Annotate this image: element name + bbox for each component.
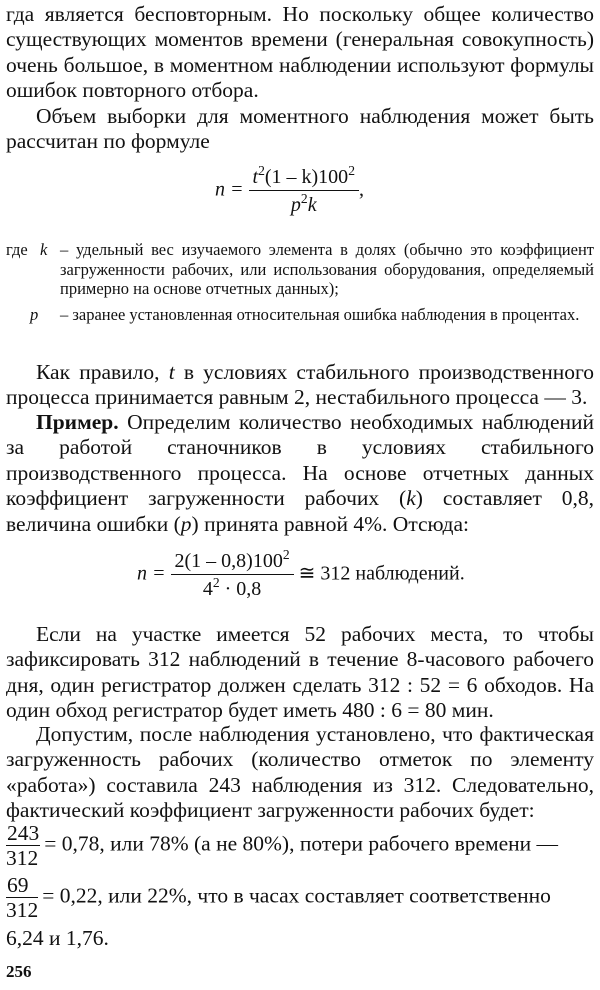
k-definition: – удельный вес изучаемого элемента в долях (обычно это коэффициент загруженности рабочих, или использования оборудования, определяемый примерно на основе отчетных данных);: [60, 240, 594, 298]
formula-denominator: $p^2k$: [290, 190, 317, 216]
formula2-lhs: n =: [137, 562, 166, 585]
paragraph-5: Допустим, после наблюдения установлено, что фактическая загруженность рабочих (количество отметок по элементу «работа») составила 243 наблюдения из 312. Следовательно, фактический коэффициент загруженности рабочих будет:: [6, 722, 594, 823]
formula2-denominator: $4^2 \cdot 0,8$: [202, 574, 262, 600]
formula-fraction: [249, 162, 359, 216]
p-definition: – заранее установленная относительная ошибка наблюдения в процентах.: [60, 305, 580, 324]
where-lead: где: [6, 240, 28, 259]
formula-numerator: $t^2(1 - k)100^2$: [249, 166, 359, 191]
formula2-numerator: $2(1 - 0,8)100^2$: [171, 550, 294, 575]
formula2-result: ≅ 312 наблюдений.: [298, 562, 465, 585]
fraction-243-312: $\frac{243}{312}$: [6, 821, 40, 870]
fraction-line-1: $\frac{243}{312}$ = 0,78, или 78% (а не 80%), потери рабочего времени —: [6, 821, 559, 870]
example-label: Пример.: [36, 410, 119, 434]
page-number: 256: [6, 962, 32, 981]
paragraph-1: гда является бесповторным. Но поскольку общее количество существующих моментов времени (генеральная совокупность) очень большое, в моментном наблюдении используют формулы ошибок повторного отбора.: [6, 2, 594, 103]
example-formula: [137, 546, 465, 600]
p-symbol: p: [30, 305, 39, 324]
k-symbol: k: [40, 240, 48, 259]
fraction-69-312: $\frac{69}{312}$: [6, 873, 39, 922]
sample-size-formula: n = $\frac{t^2(1 - k)100^2}{p^2k}$ ,: [215, 162, 364, 216]
paragraph-6: 6,24 и 1,76.: [6, 926, 109, 950]
example-paragraph: Пример. Определим количество необходимых наблюдений за работой станочников в условиях стабильного производственного процесса. На основе отчетных данных коэффициент загруженности рабочих (k) составляет 0,8, величина ошибки (p) принята равной 4%. Отсюда:: [6, 410, 595, 536]
fraction-line-2: $\frac{69}{312}$ = 0,22, или 22%, что в часах составляет соответственно: [6, 873, 551, 922]
formula2-fraction: [171, 546, 294, 600]
formula-lhs: n =: [215, 178, 244, 201]
paragraph-3: Как правило, t в условиях стабильного производственного процесса принимается равным 2, нестабильного процесса — 3.: [6, 360, 594, 410]
paragraph-4: Если на участке имеется 52 рабочих места, то чтобы зафиксировать 312 наблюдений в течение 8-часового рабочего дня, один регистратор должен сделать 312 : 52 = 6 обходов. На один обход регистратор будет иметь 480 : 6 = 80 мин.: [6, 622, 594, 723]
paragraph-2: Объем выборки для моментного наблюдения может быть рассчитан по формуле: [6, 104, 594, 154]
